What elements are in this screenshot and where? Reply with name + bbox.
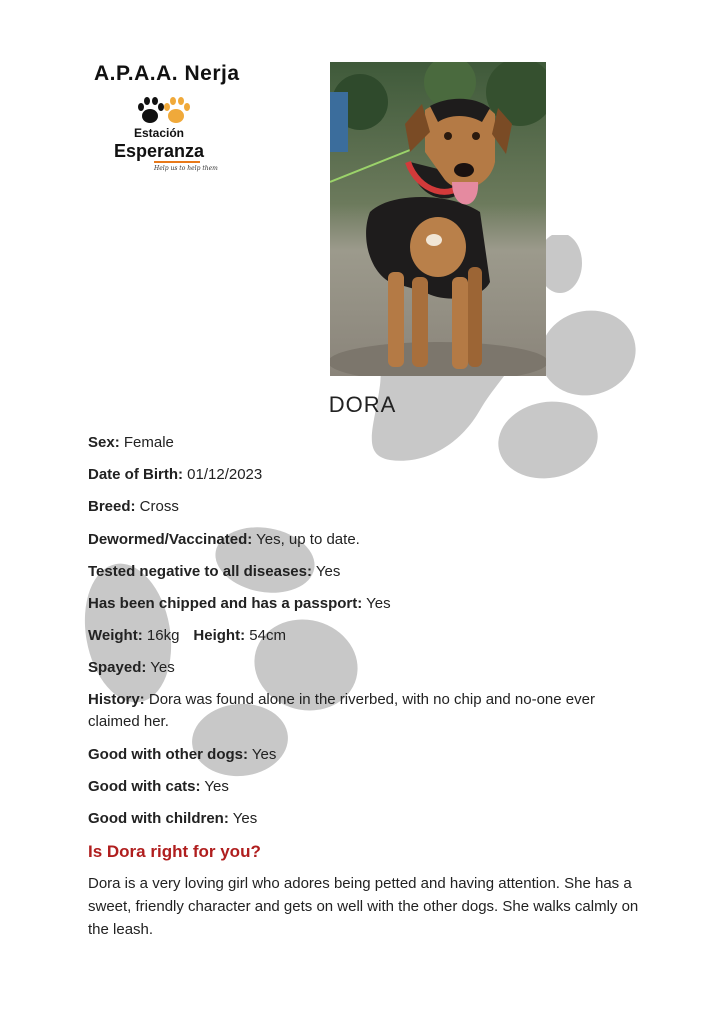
detail-value: Yes (228, 810, 258, 827)
logo-title: A.P.A.A. Nerja (94, 62, 240, 85)
detail-value: 01/12/2023 (183, 466, 263, 483)
detail-history (88, 689, 648, 733)
section-description: Dora is a very loving girl who adores being petted and having attention. She has a sweet, friendly character and gets on well with the other dogs. She walks calmly on the leash. (88, 875, 639, 938)
detail-label: Breed: (88, 498, 136, 515)
detail-label: Spayed: (88, 659, 147, 676)
detail-weight-height (88, 625, 648, 647)
detail-label: Good with cats: (88, 778, 201, 795)
detail-label: Weight: (88, 627, 143, 644)
pet-name: DORA (328, 392, 397, 417)
detail-label: Tested negative to all diseases: (88, 563, 312, 580)
detail-cats (88, 776, 648, 798)
detail-breed (88, 496, 648, 518)
detail-label: Good with children: (88, 810, 229, 827)
detail-value: Cross (135, 498, 179, 515)
dog-photo (330, 62, 546, 376)
detail-value: Yes (247, 746, 277, 763)
detail-value: Yes (200, 778, 229, 795)
detail-label: Dewormed/Vaccinated: (88, 531, 253, 548)
section-heading: Is Dora right for you? (88, 842, 261, 861)
detail-spayed (88, 657, 648, 679)
detail-label: Date of Birth: (88, 466, 183, 483)
detail-label: Has been chipped and has a passport: (88, 595, 363, 612)
detail-label: Sex: (88, 434, 120, 451)
detail-value: Dora was found alone in the riverbed, with no chip and no-one ever claimed her. (88, 691, 595, 730)
detail-value: Yes (311, 563, 341, 580)
detail-value: Yes, up to date. (252, 531, 360, 548)
detail-value: Yes (362, 595, 391, 612)
detail-value: Yes (146, 659, 175, 676)
paw-logo-icon (136, 94, 192, 126)
detail-value: 54cm (245, 627, 286, 644)
detail-dob (88, 464, 648, 486)
logo-line-estacion: Estación (134, 126, 185, 140)
detail-value: Female (119, 434, 174, 451)
detail-label: Good with other dogs: (88, 746, 248, 763)
logo-line-esperanza: Esperanza (114, 141, 205, 161)
detail-tested (88, 561, 648, 583)
detail-chipped (88, 593, 648, 615)
detail-value: 16kg (142, 627, 180, 644)
organization-logo (90, 62, 240, 177)
logo-underline (154, 161, 200, 163)
detail-sex (88, 432, 648, 454)
detail-label: History: (88, 691, 145, 708)
detail-label: Height: (193, 627, 246, 644)
logo-tagline: Help us to help them (154, 165, 218, 172)
detail-dewormed (88, 529, 648, 551)
detail-children (88, 808, 648, 830)
detail-dogs (88, 744, 648, 766)
